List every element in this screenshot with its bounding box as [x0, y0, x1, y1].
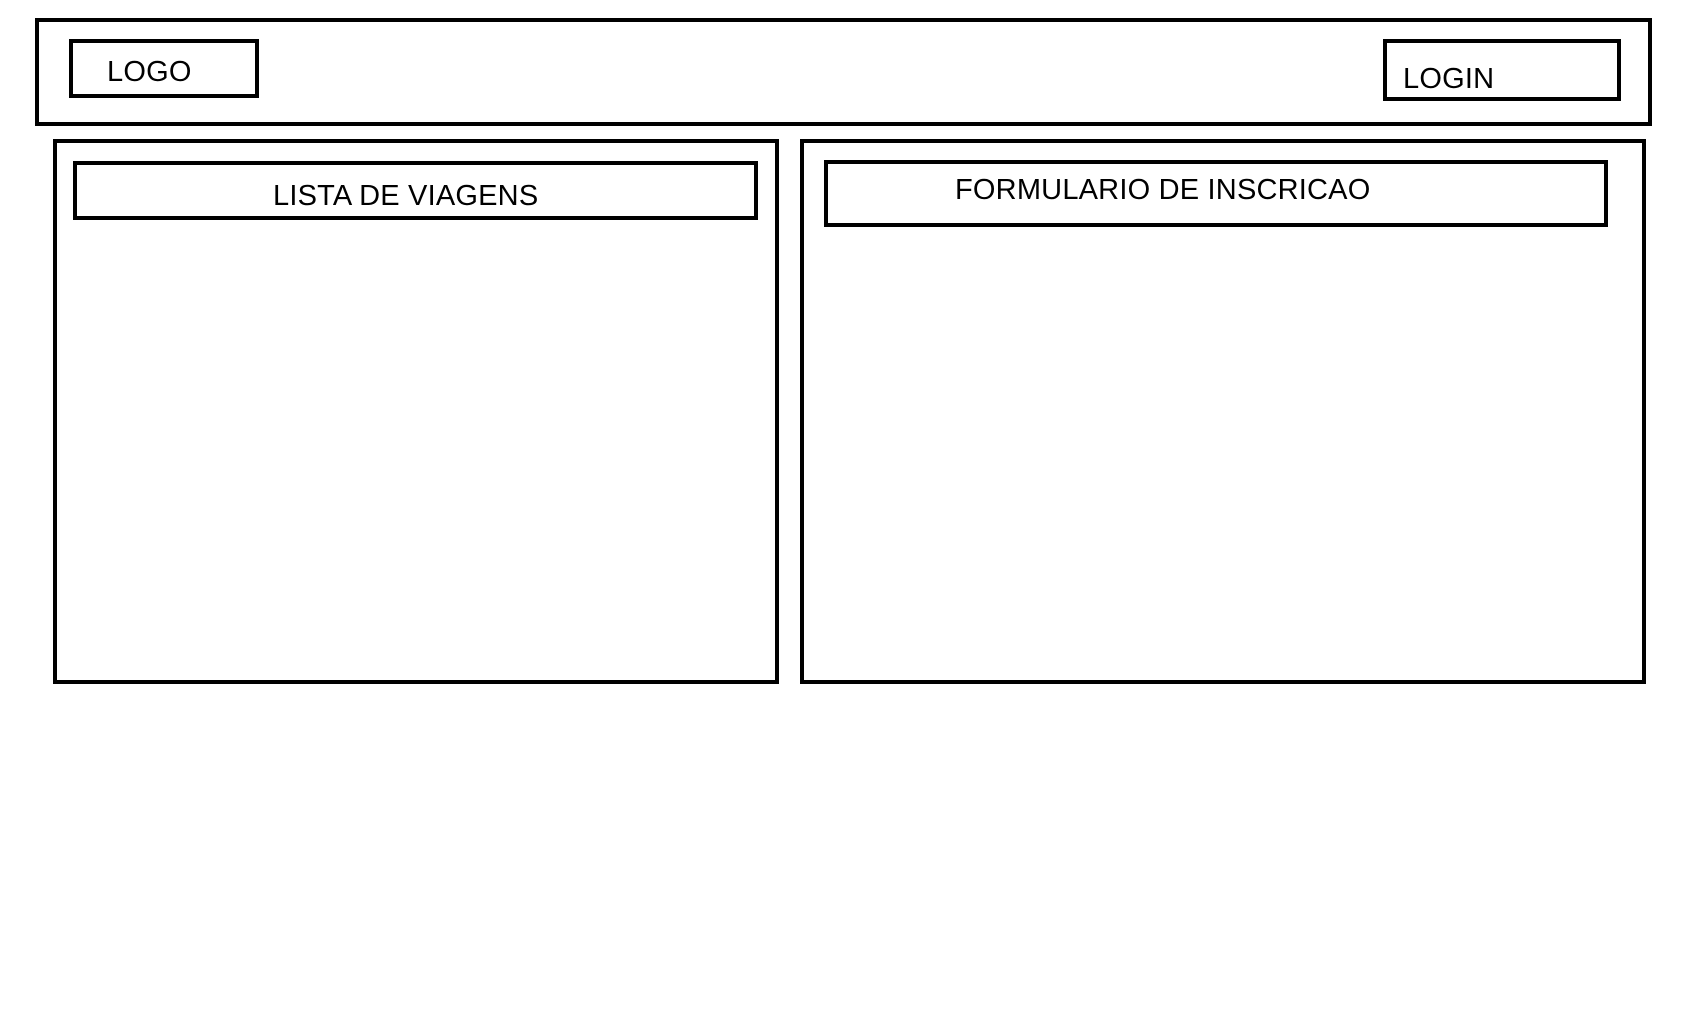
login-button[interactable] [1383, 39, 1621, 101]
registration-form-title-box [824, 160, 1608, 227]
trip-list-title: LISTA DE VIAGENS [273, 180, 539, 212]
registration-form-title: FORMULARIO DE INSCRICAO [955, 174, 1371, 206]
logo-placeholder[interactable] [69, 39, 259, 98]
trip-list-title-box [73, 161, 758, 220]
logo-label: LOGO [107, 56, 192, 88]
trip-list-panel [53, 139, 779, 684]
login-label: LOGIN [1403, 63, 1495, 95]
